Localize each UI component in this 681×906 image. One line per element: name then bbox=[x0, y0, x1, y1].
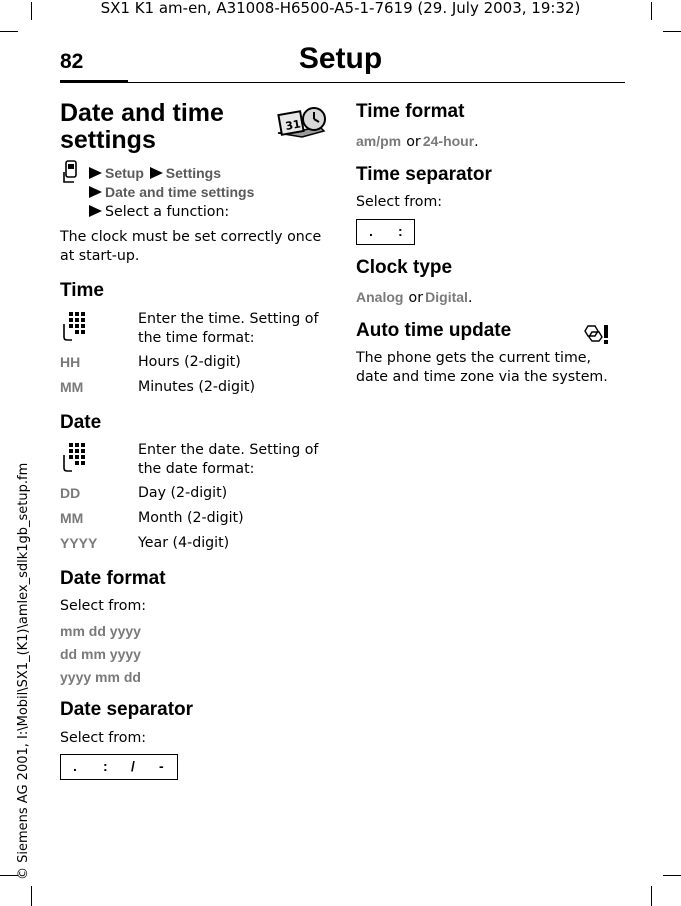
chapter-title: Setup bbox=[298, 42, 383, 75]
time-separator-label: Select from: bbox=[356, 194, 443, 210]
section-heading: Date and time settings bbox=[60, 99, 224, 154]
time-format-options bbox=[356, 131, 479, 152]
date-heading: Date bbox=[60, 412, 102, 433]
nav-path-line2 bbox=[89, 184, 254, 200]
date-format-heading: Date format bbox=[60, 568, 166, 589]
crop-mark bbox=[0, 31, 18, 32]
arrow-icon bbox=[89, 167, 102, 179]
crop-mark bbox=[663, 875, 681, 876]
date-format-option: yyyy mm dd bbox=[60, 669, 141, 685]
nav-step-settings: Settings bbox=[165, 165, 222, 181]
arrow-icon bbox=[150, 167, 163, 179]
date-format-option: mm dd yyyy bbox=[60, 623, 141, 639]
arrow-icon bbox=[89, 205, 102, 217]
separator-option: : bbox=[398, 223, 403, 239]
time-heading: Time bbox=[60, 280, 105, 301]
period: . bbox=[467, 290, 473, 306]
clock-type-heading: Clock type bbox=[356, 257, 453, 278]
crop-mark bbox=[651, 886, 652, 906]
date-format-option: dd mm yyyy bbox=[60, 646, 141, 662]
date-text-mm: Month (2-digit) bbox=[138, 510, 244, 526]
nav-step-setup: Setup bbox=[105, 165, 144, 181]
crop-mark bbox=[31, 886, 32, 906]
time-separator-options bbox=[356, 219, 415, 245]
period: . bbox=[474, 134, 479, 150]
menu-icon bbox=[62, 160, 86, 188]
clock-calendar-icon bbox=[272, 103, 328, 143]
header-rule-accent bbox=[60, 80, 128, 83]
date-separator-label: Select from: bbox=[60, 730, 147, 746]
time-format-opt2: 24-hour bbox=[422, 133, 475, 149]
keypad-icon bbox=[61, 311, 89, 345]
time-desc: Enter the time. Setting of the time format: bbox=[138, 311, 319, 346]
network-dependent-icon bbox=[583, 322, 611, 350]
nav-path-line3 bbox=[89, 201, 229, 222]
clock-type-opt2: Digital bbox=[425, 289, 468, 305]
time-code-mm: MM bbox=[60, 379, 84, 395]
time-text-hh: Hours (2-digit) bbox=[138, 354, 241, 370]
time-code-hh: HH bbox=[60, 354, 81, 370]
running-header: SX1 K1 am-en, A31008-H6500-A5-1-7619 (29. July 2003, 19:32) bbox=[100, 0, 581, 17]
clock-type-options bbox=[356, 287, 472, 308]
auto-time-text: The phone gets the current time, date and time zone via the system. bbox=[356, 350, 608, 385]
arrow-icon bbox=[89, 186, 102, 198]
date-code-yyyy: YYYY bbox=[60, 535, 98, 551]
date-code-mm: MM bbox=[60, 510, 84, 526]
keypad-icon bbox=[61, 442, 89, 476]
or-text: or bbox=[408, 290, 424, 306]
separator-option: / bbox=[131, 758, 135, 774]
date-separator-options bbox=[60, 754, 178, 780]
page-number: 82 bbox=[60, 50, 84, 73]
separator-option: : bbox=[103, 758, 108, 774]
intro-text: The clock must be set correctly once at start-up. bbox=[60, 229, 322, 264]
crop-mark bbox=[663, 31, 681, 32]
header-rule bbox=[60, 82, 625, 83]
clock-type-opt1: Analog bbox=[356, 289, 404, 305]
separator-option: . bbox=[73, 758, 77, 774]
nav-step-select: Select a function: bbox=[105, 204, 230, 220]
svg-text:31: 31 bbox=[284, 117, 302, 133]
date-text-dd: Day (2-digit) bbox=[138, 485, 228, 501]
separator-option: . bbox=[369, 223, 373, 239]
side-copyright: © Siemens AG 2001, I:\Mobil\SX1_(K1)\amlex_sdlk1gb_setup.fm bbox=[16, 462, 31, 880]
time-separator-heading: Time separator bbox=[356, 164, 492, 185]
time-text-mm: Minutes (2-digit) bbox=[138, 379, 256, 395]
time-format-opt1: am/pm bbox=[356, 133, 402, 149]
date-separator-heading: Date separator bbox=[60, 699, 194, 720]
date-code-dd: DD bbox=[60, 485, 81, 501]
date-text-yyyy: Year (4-digit) bbox=[138, 535, 230, 551]
nav-step-date-time: Date and time settings bbox=[105, 184, 255, 200]
separator-option: - bbox=[159, 758, 164, 774]
date-desc: Enter the date. Setting of the date format: bbox=[138, 442, 319, 477]
nav-path-line1 bbox=[89, 165, 221, 181]
auto-time-heading: Auto time update bbox=[356, 320, 512, 341]
or-text: or bbox=[406, 134, 421, 150]
time-format-heading: Time format bbox=[356, 101, 465, 122]
date-format-label: Select from: bbox=[60, 598, 147, 614]
